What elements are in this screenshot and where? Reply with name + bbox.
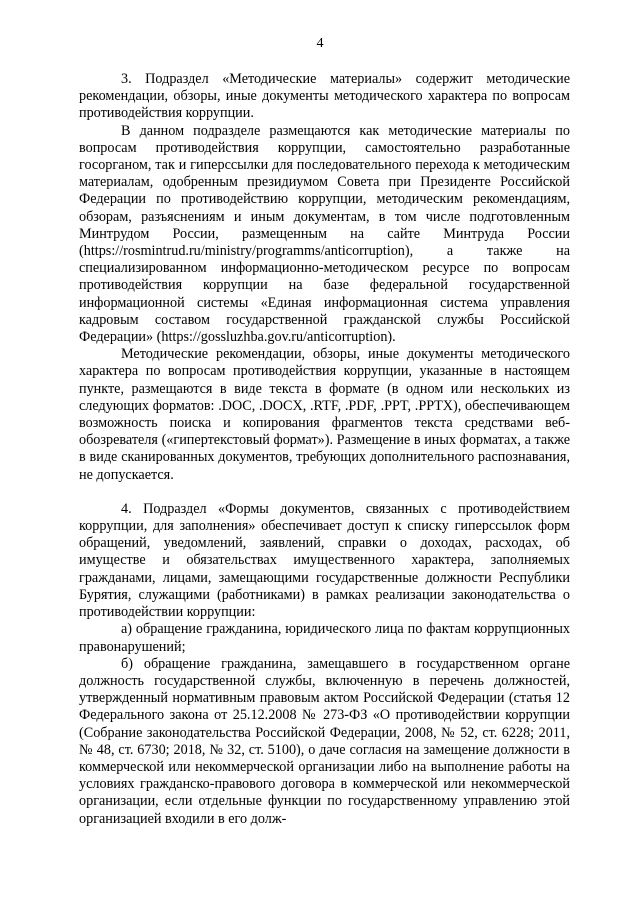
- page-number: 4: [316, 36, 324, 51]
- list-item-b: б) обращение гражданина, замещавшего в государственном органе должность государственной службы, включенную в перечень должностей, утвержденный нормативным правовым актом Российской Федерации (статья 12 Федерального закона от 25.12.2008 № 273-ФЗ «О противодействии коррупции (Собрание законодательства Российской Федерации, 2008, № 52, ст. 6228; 2011, № 48, ст. 6730; 2018, № 32, ст. 5100), о даче согласия на замещение должности в коммерческой или некоммерческой организации либо на выполнение работы на условиях гражданско-правового договора в коммерческой или некоммерческой организации, если отдельные функции по государственному управлению этой организацией входили в его долж-: [79, 655, 570, 827]
- paragraph-methodical-materials: 3. Подраздел «Методические материалы» содержит методические рекомендации, обзоры, иные документы методического характера по вопросам противодействия коррупции.: [79, 71, 570, 122]
- document-body: [79, 71, 570, 828]
- paragraph-methodical-materials-formats: Методические рекомендации, обзоры, иные документы методического характера по вопросам противодействия коррупции, указанные в настоящем пункте, размещаются в виде текста в формате (в одном или нескольких из следующих форматов: .DOC, .DOCX, .RTF, .PDF, .PPT, .PPTX), обеспечивающем возможность поиска и копирования фрагментов текста средствами веб-обозревателя («гипертекстовый формат»). Размещение в иных форматах, а также в виде сканированных документов, требующих дополнительного распознавания, не допускается.: [79, 346, 570, 483]
- list-item-a: а) обращение гражданина, юридического лица по фактам коррупционных правонарушений;: [79, 621, 570, 655]
- paragraph-methodical-materials-placement: В данном подразделе размещаются как методические материалы по вопросам противодействия коррупции, самостоятельно разработанные госорганом, так и гиперссылки для последовательного перехода к методическим материалам, одобренным президиумом Совета при Президенте Российской Федерации по противодействию коррупции, методическим рекомендациям, обзорам, разъяснениям и иным документам, в том числе подготовленным Минтрудом России, размещенным на сайте Минтруда России (https://rosmintrud.ru/ministry/programms/anticorruption), а также на специализированном информационно-методическом ресурсе по вопросам противодействия коррупции на базе федеральной государственной информационной системы «Единая информационная система управления кадровым составом государственной гражданской службы Российской Федерации» (https://gossluzhba.gov.ru/anticorruption).: [79, 122, 570, 346]
- paragraph-document-forms: 4. Подраздел «Формы документов, связанных с противодействием коррупции, для заполнения» обеспечивает доступ к списку гиперссылок форм обращений, уведомлений, заявлений, справки о доходах, расходах, об имуществе и обязательствах имущественного характера, заполняемых гражданами, лицами, замещающими государственные должности Республики Бурятия, служащими (работниками) в рамках реализации законодательства о противодействии коррупции:: [79, 500, 570, 621]
